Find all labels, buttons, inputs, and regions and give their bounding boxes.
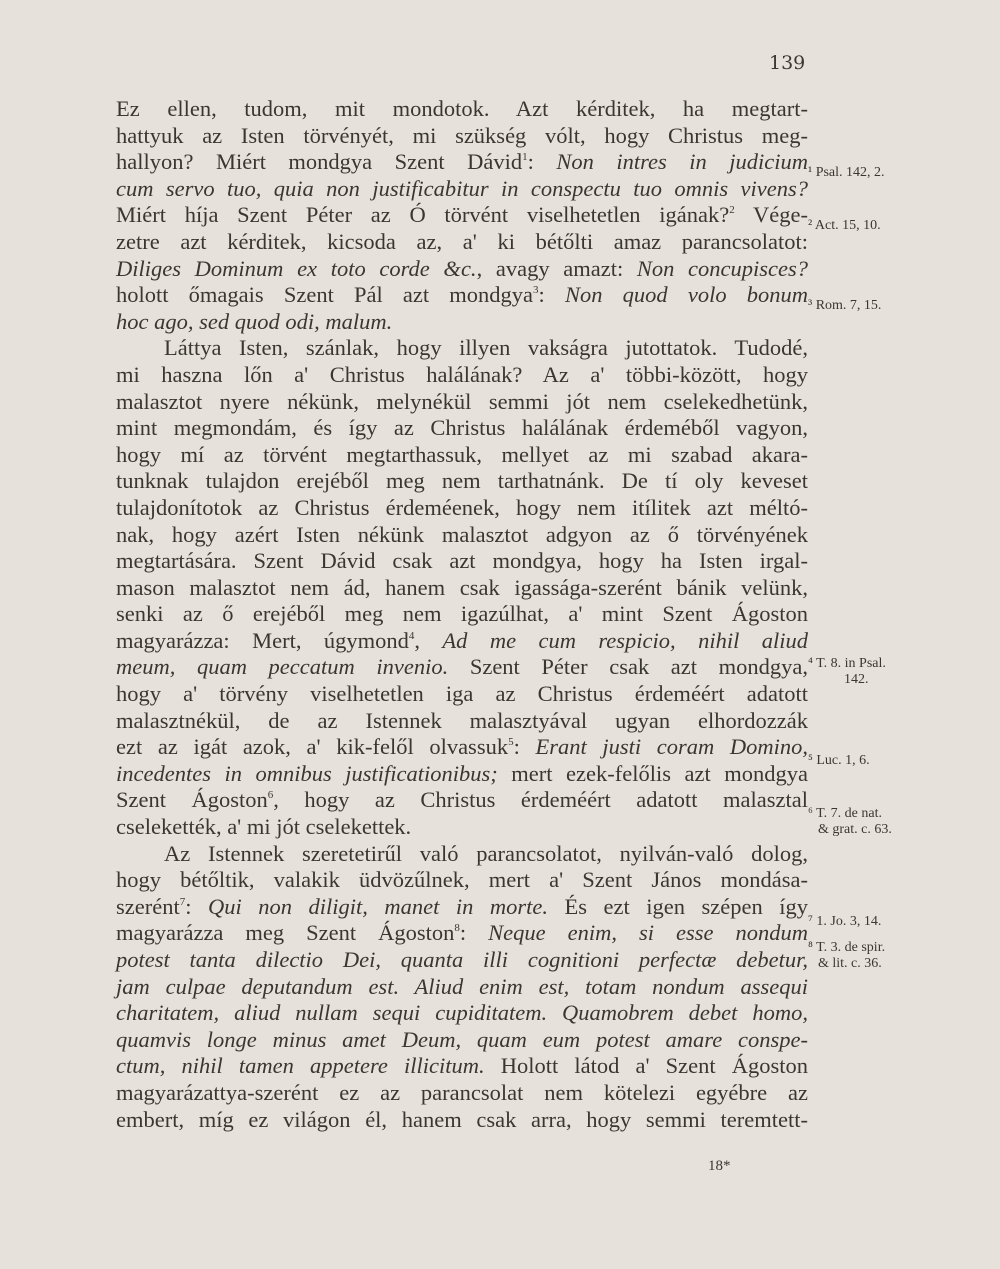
text-line: quamvis longe minus amet Deum, quam eum potest amare conspe-: [116, 1026, 808, 1052]
signature-mark: 18*: [708, 1158, 731, 1174]
text-line: senki az ő erejéből meg nem igazúlhat, a' mint Szent Ágoston: [116, 601, 808, 627]
text-line: Láttya Isten, szánlak, hogy illyen vakságra jutottatok. Tudodé,: [164, 335, 808, 361]
margin-note: ⁵ Luc. 1, 6.: [808, 753, 870, 768]
text-line: meum, quam peccatum invenio. Szent Péter csak azt mondgya,: [116, 654, 808, 680]
text-line: holott őmagais Szent Pál azt mondgya$^3$: Non quod volo bonum: [116, 282, 808, 308]
text-line: magyarázza meg Szent Ágoston$^8$: Neque enim, si esse nondum: [116, 920, 808, 946]
text-line: malasztot nyere nékünk, melynékül semmi jót nem cselekedhetünk,: [116, 388, 808, 414]
text-line: charitatem, aliud nullam sequi cupiditatem. Quamobrem debet homo,: [116, 1000, 808, 1026]
text-line: Miért híja Szent Péter az Ó törvént viselhetetlen igának?$^2$ Vége-: [116, 202, 808, 228]
text-line: hogy mí az törvént megtarthassuk, mellyet az mi szabad akara-: [116, 441, 808, 467]
text-line: mi haszna lőn a' Christus halálának? Az a' többi-között, hogy: [116, 361, 808, 387]
text-line: ctum, nihil tamen appetere illicitum. Holott látod a' Szent Ágoston: [116, 1053, 809, 1079]
text-line: ezt az igát azok, a' kik-felől olvassuk$^5$: Erant justi coram Domino,: [116, 734, 808, 760]
margin-note: ⁸ T. 3. de spir. & lit. c. 36.: [808, 940, 886, 971]
text-line: cum servo tuo, quia non justificabitur in conspectu tuo omnis vivens?: [116, 175, 808, 201]
text-line: potest tanta dilectio Dei, quanta illi cognitioni perfectæ debetur,: [116, 947, 808, 972]
margin-note: ⁴ T. 8. in Psal. 142.: [808, 656, 886, 687]
text-line: magyarázattya-szerént ez az parancsolat nem kötelezi egyébre az: [116, 1079, 808, 1105]
text-line: nak, hogy azért Isten nékünk malasztot adgyon az ő törvényének: [116, 521, 808, 547]
text-line: Ez ellen, tudom, mit mondotok. Azt kérditek, ha megtart-: [116, 96, 808, 121]
margin-note: ⁶ T. 7. de nat. & grat. c. 63.: [808, 806, 892, 837]
text-line: malasztnékül, de az Istennek malasztyával ugyan elhordozzák: [116, 707, 808, 733]
page-number: 139: [769, 52, 806, 74]
text-line: Az Istennek szeretetirűl való parancsolatot, nyilván-való dolog,: [164, 840, 808, 866]
text-line: hattyuk az Isten törvényét, mi szükség vólt, hogy Christus meg-: [116, 122, 808, 148]
text-line: tulajdonítotok az Christus érdeméenek, hogy nem itílitek azt méltó-: [116, 494, 808, 520]
text-line: Diliges Dominum ex toto corde &c., avagy amazt: Non concupisces?: [116, 255, 809, 281]
text-line: hoc ago, sed quod odi, malum.: [116, 308, 393, 334]
text-line: Szent Ágoston$^6$, hogy az Christus érdeméért adatott malasztal: [116, 787, 808, 813]
margin-note: ⁷ 1. Jo. 3, 14.: [808, 914, 882, 929]
text-line: hallyon? Miért mondgya Szent Dávid$^1$: Non intres in judicium: [116, 149, 808, 175]
text-line: hogy bétőltik, valakik üdvözűlnek, mert a' Szent János mondása-: [116, 867, 808, 893]
text-line: hogy a' törvény viselhetetlen iga az Christus érdeméért adatott: [116, 681, 808, 707]
text-line: mason malasztot nem ád, hanem csak igassága-szerént bánik velünk,: [116, 574, 808, 600]
text-line: zetre azt kérditek, kicsoda az, a' ki bétőlti amaz parancsolatot:: [116, 228, 808, 254]
margin-note: ³ Rom. 7, 15.: [808, 298, 882, 313]
text-line: tunknak tulajdon erejéből meg nem tarthatnánk. De tí oly keveset: [116, 468, 808, 494]
text-line: jam culpae deputandum est. Aliud enim est, totam nondum assequi: [116, 973, 808, 999]
text-line: incedentes in omnibus justificationibus; mert ezek-felőlis azt mondgya: [116, 760, 808, 786]
text-line: szerént$^7$: Qui non diligit, manet in morte. És ezt igen szépen így: [116, 893, 808, 919]
text-line: mint megmondám, és így az Christus halálának érdeméből vagyon,: [116, 415, 808, 441]
text-line: cselekették, a' mi jót cselekettek.: [116, 814, 412, 840]
margin-note: ¹ Psal. 142, 2.: [808, 165, 885, 180]
body-text: [116, 96, 808, 1133]
text-line: megtartására. Szent Dávid csak azt mondgya, hogy ha Isten irgal-: [116, 548, 808, 574]
margin-note: ² Act. 15, 10.: [808, 218, 881, 233]
text-line: embert, míg ez világon él, hanem csak arra, hogy semmi teremtett-: [116, 1106, 808, 1132]
text-line: magyarázza: Mert, úgymond$^4$, Ad me cum respicio, nihil aliud: [116, 627, 809, 653]
